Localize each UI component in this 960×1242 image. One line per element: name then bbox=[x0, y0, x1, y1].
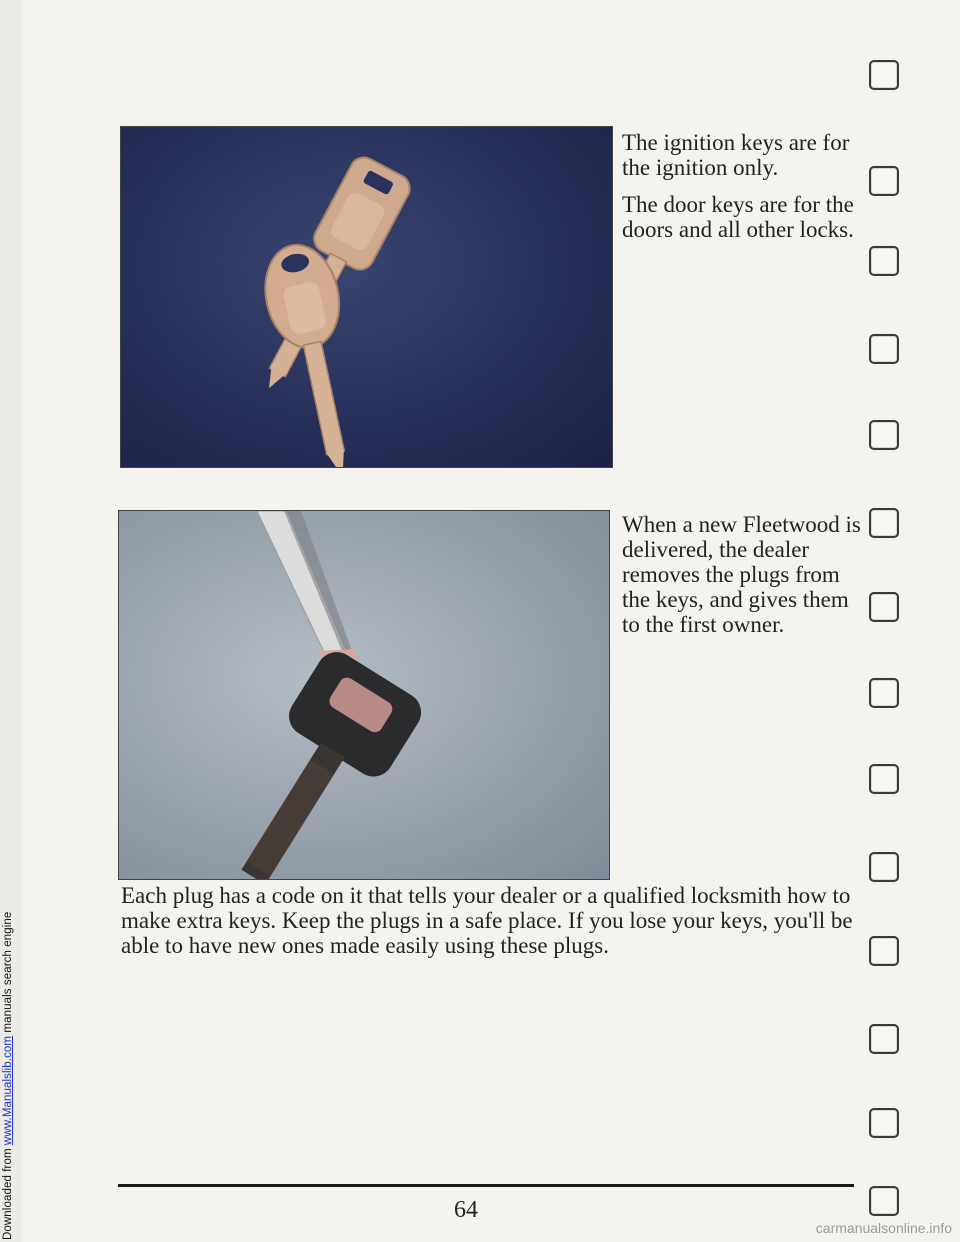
keys-illustration bbox=[121, 127, 612, 467]
section-tab bbox=[869, 60, 899, 90]
download-banner bbox=[2, 912, 14, 1240]
section-tabs bbox=[869, 0, 909, 1242]
download-banner-suffix: manuals search engine bbox=[2, 911, 14, 1036]
key-usage-text bbox=[622, 130, 862, 254]
section-tab bbox=[869, 334, 899, 364]
section-tab bbox=[869, 936, 899, 966]
section-tab bbox=[869, 246, 899, 276]
plug-code-paragraph: Each plug has a code on it that tells your dealer or a qualified locksmith how to make extra keys. Keep the plugs in a safe place. If you lose your keys, you'll be able to have new ones made easily using these plugs. bbox=[121, 883, 853, 958]
section-tab bbox=[869, 1186, 899, 1216]
door-keys-paragraph: The door keys are for the doors and all other locks. bbox=[622, 192, 854, 242]
footer-rule bbox=[118, 1184, 854, 1187]
section-tab bbox=[869, 1108, 899, 1138]
section-tab bbox=[869, 678, 899, 708]
page-number: 64 bbox=[454, 1197, 478, 1223]
key-plug-photo bbox=[118, 510, 610, 880]
section-tab bbox=[869, 852, 899, 882]
ignition-keys-paragraph: The ignition keys are for the ignition only. bbox=[622, 130, 850, 180]
plug-removal-text bbox=[622, 512, 862, 649]
footer-watermark: carmanualsonline.info bbox=[815, 1220, 952, 1236]
section-tab bbox=[869, 420, 899, 450]
section-tab bbox=[869, 592, 899, 622]
keys-photo bbox=[120, 126, 613, 468]
plug-removal-paragraph: When a new Fleetwood is delivered, the dealer removes the plugs from the keys, and gives them to the first owner. bbox=[622, 512, 861, 637]
key-plug-illustration bbox=[119, 511, 609, 879]
section-tab bbox=[869, 508, 899, 538]
manualslib-link[interactable]: www.Manualslib.com bbox=[2, 1035, 14, 1146]
section-tab bbox=[869, 1024, 899, 1054]
download-banner-prefix: Downloaded from bbox=[2, 1145, 14, 1240]
section-tab bbox=[869, 166, 899, 196]
section-tab bbox=[869, 764, 899, 794]
